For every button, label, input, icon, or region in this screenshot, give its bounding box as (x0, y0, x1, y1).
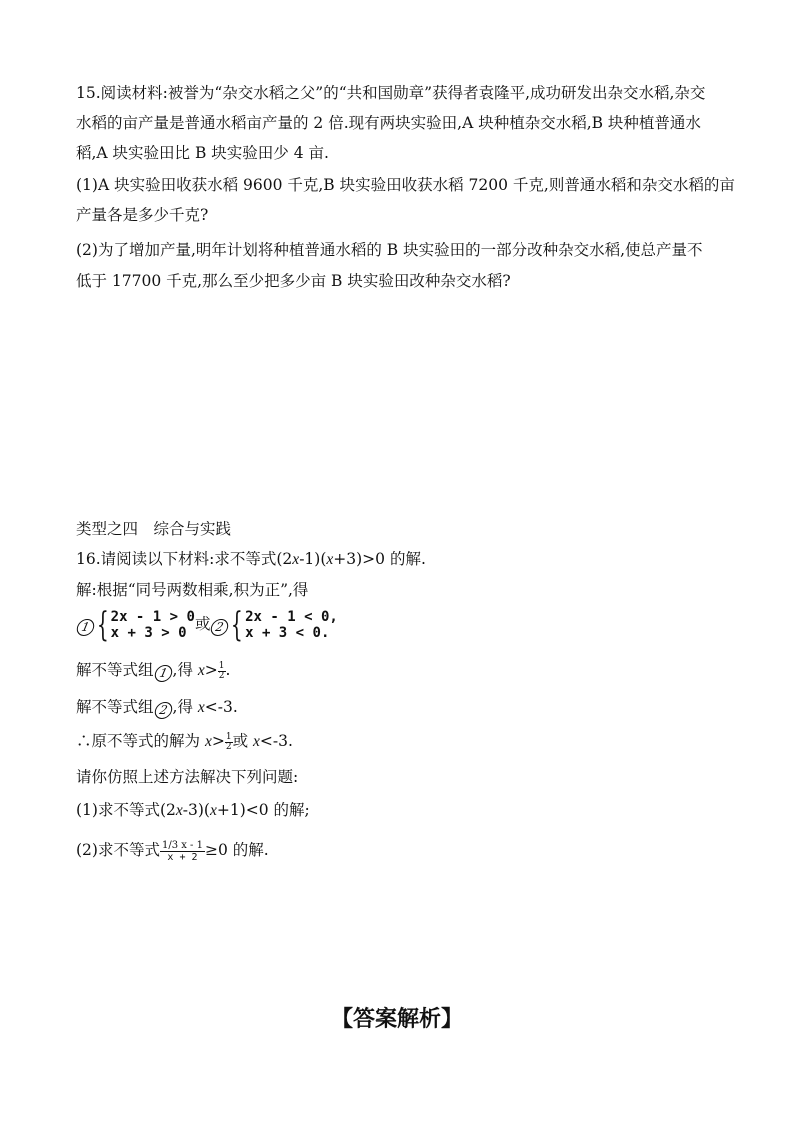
q15-line-5: 产量各是多少千克? (76, 206, 209, 224)
step-2-prefix: 解不等式组 (76, 698, 154, 716)
q15-line-3: 稻,A 块实验田比 B 块实验田少 4 亩. (76, 144, 329, 162)
q16-intro (76, 549, 426, 570)
step-1-end: . (225, 661, 231, 679)
step-1-prefix: 解不等式组 (76, 661, 154, 679)
problem-1-b: -3)( (182, 801, 210, 819)
q16-intro-b: -1)( (299, 550, 327, 568)
circled-number-1: 1 (75, 619, 96, 636)
step-2-var: x (197, 699, 205, 716)
answer-heading: 【答案解析】 (330, 1007, 463, 1032)
q15-line-6: (2)为了增加产量,明年计划将种植普通水稻的 B 块实验田的一部分改种杂交水稻,使总产量不 (76, 241, 703, 259)
conclusion-var-2: x (253, 733, 260, 750)
q15-line-4: (1)A 块实验田收获水稻 9600 千克,B 块实验田收获水稻 7200 千克,则普通水稻和杂交水稻的亩 (76, 176, 735, 194)
q16-imitate: 请你仿照上述方法解决下列问题: (76, 768, 299, 786)
conclusion-prefix: ∴原不等式的解为 (76, 732, 205, 750)
circled-number-2: 2 (210, 619, 231, 636)
system-2-row-2: x + 3 < 0. (245, 625, 330, 641)
or-word: 或 (194, 615, 211, 633)
system-2-row-1: 2x - 1 < 0, (245, 609, 338, 625)
problem-1-c: +1)<0 的解; (216, 801, 310, 819)
fraction-one-half (218, 662, 226, 681)
problem-2-fraction (160, 840, 205, 863)
step-2-mid: ,得 (172, 698, 198, 716)
system-1 (111, 609, 195, 641)
q16-systems (76, 605, 338, 645)
q16-intro-a: 16.请阅读以下材料:求不等式(2 (76, 550, 293, 568)
system-1-row-1: 2x - 1 > 0 (110, 609, 195, 625)
q16-step-1 (76, 658, 230, 683)
problem-2-b: ≥0 的解. (204, 841, 269, 859)
problem-1-a: (1)求不等式(2 (76, 801, 176, 819)
q16-conclusion (76, 729, 293, 754)
problem-2-denominator: x + 2 (167, 851, 198, 863)
problem-1-x1: x (175, 802, 183, 819)
fraction-denominator: 2 (218, 670, 225, 681)
q16-solve-line: 解:根据“同号两数相乘,积为正”,得 (76, 581, 309, 599)
q16-problem-1 (76, 800, 310, 821)
q16-intro-x1: x (292, 551, 300, 568)
q15-line-1: 15.阅读材料:被誉为“杂交水稻之父”的“共和国勋章”获得者袁隆平,成功研发出杂交水稻,杂交 (76, 84, 706, 102)
conclusion-end: <-3. (259, 732, 293, 750)
problem-2-a: (2)求不等式 (76, 841, 160, 859)
q15-line-7: 低于 17700 千克,那么至少把多少亩 B 块实验田改种杂交水稻? (76, 272, 511, 290)
system-1-row-2: x + 3 > 0 (110, 625, 187, 641)
circled-number-1: 1 (153, 665, 174, 682)
q16-problem-2 (76, 832, 269, 868)
fraction-numerator: 1 (218, 660, 225, 671)
q16-intro-c: +3)>0 的解. (333, 550, 426, 568)
step-1-gt: > (204, 661, 218, 679)
fraction-one-half (225, 733, 233, 752)
q16-step-2 (76, 697, 238, 719)
problem-1-x2: x (209, 802, 217, 819)
left-brace-2: { (231, 605, 244, 645)
left-brace-1: { (96, 605, 109, 645)
q15-line-2: 水稻的亩产量是普通水稻亩产量的 2 倍.现有两块实验田,A 块种植杂交水稻,B 块种植普通水 (76, 114, 701, 132)
fraction-numerator: 1 (225, 731, 232, 742)
q16-intro-x2: x (326, 551, 334, 568)
step-1-mid: ,得 (172, 661, 198, 679)
section-title: 类型之四 综合与实践 (76, 520, 232, 538)
problem-2-numerator: 1/3 x - 1 (161, 839, 203, 851)
conclusion-or: 或 (232, 732, 253, 750)
system-2 (245, 609, 338, 641)
step-1-var: x (197, 662, 205, 679)
conclusion-var-1: x (204, 733, 212, 750)
circled-number-2: 2 (153, 702, 174, 719)
conclusion-gt: > (211, 732, 225, 750)
fraction-denominator: 2 (225, 741, 232, 752)
step-2-end: <-3. (204, 698, 238, 716)
